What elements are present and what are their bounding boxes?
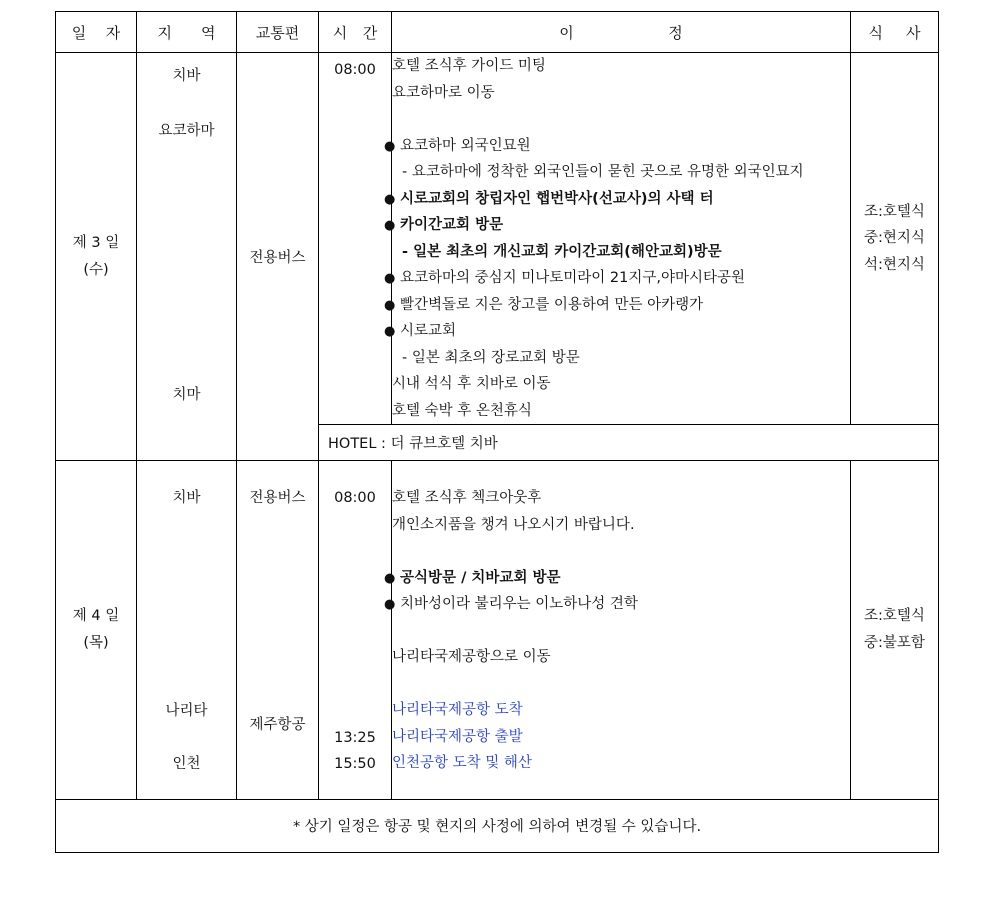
meal-lunch: 중:불포함 [864, 634, 925, 651]
schedule-line: 요코하마로 이동 [392, 84, 495, 101]
day4-transport-cell [237, 461, 319, 800]
day3-time-cell [319, 53, 392, 425]
header-date: 일 자 [56, 12, 137, 53]
schedule-sub: - 요코하마에 정착한 외국인들이 묻힌 곳으로 유명한 외국인묘지 [402, 164, 804, 180]
day4-transport-flight: 제주항공 [249, 716, 306, 733]
day4-time-cell [319, 461, 392, 800]
header-meals: 식 사 [851, 12, 939, 53]
meal-dinner: 석:현지식 [864, 256, 925, 273]
day3-time: 08:00 [334, 62, 376, 78]
day4-label: 제 4 일 [72, 608, 120, 625]
day3-hotel: HOTEL : 더 큐브호텔 치바 [319, 425, 939, 461]
note-row [56, 799, 939, 852]
day3-region-yokohama: 요코하마 [158, 122, 215, 139]
schedule-line: 호텔 숙박 후 온천휴식 [392, 402, 532, 419]
day4-time-flight: 13:25 [334, 729, 376, 746]
schedule-bullet: ● 공식방문 / 치바교회 방문 [384, 565, 850, 592]
schedule-bullet: ● 요코하마 외국인묘원 [384, 133, 850, 160]
day3-region-chiba: 치바 [172, 68, 201, 84]
header-region: 지 역 [137, 12, 237, 53]
day4-date-cell [56, 461, 137, 800]
schedule-line: 시내 석식 후 치바로 이동 [392, 376, 551, 392]
schedule-bullet: ● 치바성이라 불리우는 이노하나성 견학 [384, 591, 850, 618]
day4-region-cell [137, 461, 237, 800]
schedule-blank [392, 671, 850, 698]
schedule-bullet: ● 시로교회 [384, 318, 850, 345]
schedule-bullet: ● 요코하마의 중심지 미나토미라이 21지구,야마시타공원 [384, 265, 850, 292]
day4-time-arrive: 15:50 [334, 756, 376, 772]
schedule-blank [392, 618, 850, 645]
schedule-change-note: * 상기 일정은 항공 및 현지의 사정에 의하여 변경될 수 있습니다. [56, 799, 939, 852]
schedule-sub: - 일본 최초의 개신교회 카이간교회(해안교회)방문 [402, 243, 722, 260]
day3-label: 제 3 일 [72, 235, 120, 251]
schedule-flight-line: 나리타국제공항 출발 [392, 728, 523, 745]
day3-date-cell [56, 53, 137, 461]
schedule-line: 호텔 조식후 가이드 미팅 [392, 58, 546, 74]
schedule-blank [392, 538, 850, 565]
schedule-line: 호텔 조식후 첵크아웃후 [392, 490, 542, 506]
schedule-bullet: ● 시로교회의 창립자인 햅번박사(선교사)의 사택 터 [384, 186, 850, 213]
day3-transport: 전용버스 [237, 53, 319, 461]
day4-schedule [392, 461, 851, 800]
schedule-flight-line: 인천공항 도착 및 해산 [392, 755, 532, 771]
day4-transport-bus: 전용버스 [249, 490, 306, 506]
schedule-bullet: ● 카이간교회 방문 [384, 212, 850, 239]
itinerary-table [55, 11, 939, 853]
schedule-sub: - 일본 최초의 장로교회 방문 [402, 349, 580, 366]
schedule-line: 나리타국제공항으로 이동 [392, 649, 551, 665]
day4-weekday: (목) [83, 634, 109, 651]
day3-region-chima: 치마 [172, 387, 201, 403]
meal-breakfast: 조:호텔식 [864, 608, 925, 625]
header-transport: 교통편 [237, 12, 319, 53]
schedule-flight-line: 나리타국제공항 도착 [392, 702, 523, 718]
day4-time-depart: 08:00 [334, 490, 376, 506]
schedule-bullet: ● 빨간벽돌로 지은 창고를 이용하여 만든 아카랭가 [384, 292, 850, 319]
day3-schedule [392, 53, 851, 425]
schedule-line: 개인소지품을 챙겨 나오시기 바랍니다. [392, 516, 635, 533]
day4-region-narita: 나리타 [165, 702, 208, 719]
header-time: 시 간 [319, 12, 392, 53]
day3-meals [851, 53, 939, 425]
day3-weekday: (수) [83, 261, 109, 278]
day3-row [56, 53, 939, 425]
header-schedule: 이 정 [392, 12, 851, 53]
day4-row [56, 461, 939, 800]
day4-region-incheon: 인천 [172, 756, 201, 772]
header-row [56, 12, 939, 53]
meal-breakfast: 조:호텔식 [864, 203, 925, 220]
day3-region-cell [137, 53, 237, 461]
day4-region-chiba: 치바 [172, 490, 201, 506]
meal-lunch: 중:현지식 [864, 230, 925, 247]
schedule-blank [392, 106, 850, 133]
day4-meals [851, 461, 939, 800]
